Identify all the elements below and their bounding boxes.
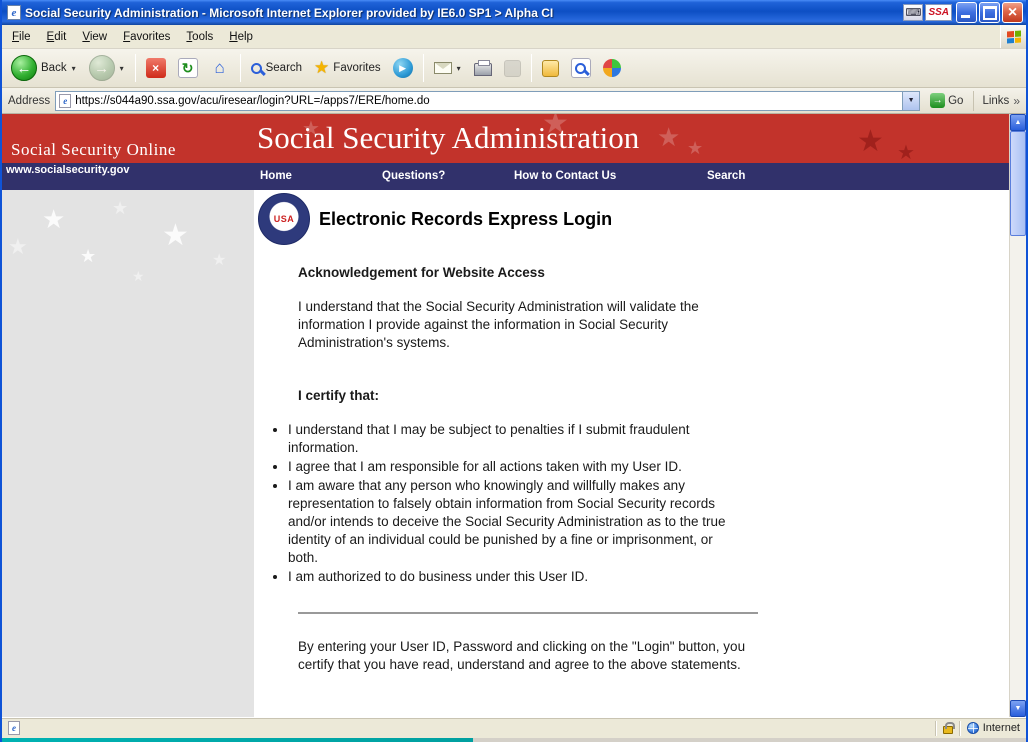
banner-title: Social Security Administration xyxy=(257,120,640,155)
menu-edit[interactable]: Edit xyxy=(46,30,67,43)
refresh-icon xyxy=(178,58,198,78)
nav-search[interactable]: Search xyxy=(707,170,746,182)
certify-list xyxy=(254,421,746,586)
seal-usa-text: USA xyxy=(273,214,295,224)
go-icon xyxy=(930,93,945,108)
language-indicator xyxy=(903,4,952,21)
go-button[interactable] xyxy=(925,92,968,109)
back-button[interactable] xyxy=(6,53,82,83)
page-icon: e xyxy=(59,94,71,108)
decorative-star xyxy=(112,198,128,219)
links-label: Links xyxy=(982,94,1010,107)
search-icon xyxy=(251,63,262,74)
address-label: Address xyxy=(8,94,51,107)
toolbar-separator xyxy=(135,54,136,82)
menu-help[interactable]: Help xyxy=(229,30,253,43)
print-icon xyxy=(474,63,492,76)
security-zone-label: Internet xyxy=(982,722,1020,734)
menu-tools[interactable]: Tools xyxy=(186,30,214,43)
nav-contact-us[interactable]: How to Contact Us xyxy=(514,170,617,182)
scrollbar-thumb[interactable] xyxy=(1010,131,1026,236)
mail-button[interactable] xyxy=(429,60,467,76)
go-label: Go xyxy=(948,94,964,107)
stop-icon xyxy=(146,58,166,78)
decorative-star xyxy=(80,246,96,267)
site-nav-bar xyxy=(2,163,1009,190)
address-url: https://s044a90.ssa.gov/acu/iresear/login?URL=/apps7/ERE/home.do xyxy=(75,94,430,107)
favorites-label: Favorites xyxy=(333,62,381,74)
media-icon xyxy=(393,58,413,78)
certify-item: • I am authorized to do business under this User ID. xyxy=(288,568,746,586)
address-dropdown-button[interactable] xyxy=(902,92,919,110)
decorative-star xyxy=(687,138,703,159)
browser-viewport xyxy=(2,114,1026,717)
maximize-button[interactable] xyxy=(979,2,1000,23)
toolbar-separator xyxy=(531,54,532,82)
decorative-star xyxy=(8,234,28,260)
main-content xyxy=(254,190,1009,717)
acknowledgement-text: I understand that the Social Security Administration will validate the information I provide against the information in Social Security Administration's systems. xyxy=(298,299,699,350)
nav-home[interactable]: Home xyxy=(260,170,292,182)
address-bar xyxy=(2,88,1026,114)
bottom-edge xyxy=(2,738,1026,742)
menu-file[interactable]: File xyxy=(12,30,31,43)
ssa-language-badge[interactable]: SSA xyxy=(925,4,952,21)
status-separator xyxy=(935,721,937,736)
menu-view[interactable]: View xyxy=(82,30,108,43)
scrollbar-track[interactable] xyxy=(1010,131,1026,700)
decorative-star xyxy=(42,204,65,235)
back-dropdown-icon[interactable]: ▾ xyxy=(71,63,76,73)
internet-globe-icon xyxy=(967,722,979,734)
status-separator xyxy=(959,721,961,736)
decorative-star xyxy=(657,122,680,153)
site-brand: Social Security Online xyxy=(11,140,176,159)
home-button[interactable] xyxy=(205,56,235,80)
windows-flag-icon xyxy=(1007,30,1021,43)
toolbar-separator xyxy=(423,54,424,82)
links-chevron-icon xyxy=(1013,94,1020,108)
certify-item: • I am aware that any person who knowingly and willfully makes any representation to falsely obtain information from Social Security records and/or intends to deceive the Social Security Administration as to the true identity of an individual could be punished by a fine or imprisonment, or both. xyxy=(288,477,746,567)
login-instruction-text: By entering your User ID, Password and clicking on the "Login" button, you certify that you have read, understand and agree to the above statements. xyxy=(298,639,746,672)
home-icon xyxy=(210,58,230,78)
certify-item: • I agree that I am responsible for all actions taken with my User ID. xyxy=(288,458,746,476)
research-button[interactable] xyxy=(566,56,596,80)
print-button[interactable] xyxy=(469,58,497,78)
nav-questions[interactable]: Questions? xyxy=(382,170,446,182)
search-label: Search xyxy=(265,62,303,74)
keyboard-indicator-icon[interactable]: ⌨ xyxy=(903,4,923,21)
edit-button[interactable] xyxy=(499,58,526,79)
decorative-star xyxy=(212,250,226,270)
forward-button[interactable] xyxy=(84,53,130,83)
links-button[interactable] xyxy=(973,91,1024,111)
vertical-scrollbar[interactable] xyxy=(1009,114,1026,717)
window-title: Social Security Administration - Microsoft Internet Explorer provided by IE6.0 SP1 > Alpha CI xyxy=(25,5,554,20)
scroll-down-button[interactable] xyxy=(1010,700,1026,717)
messenger-icon xyxy=(603,59,621,77)
back-icon xyxy=(11,55,37,81)
status-bar xyxy=(2,717,1026,738)
title-bar[interactable] xyxy=(2,0,1026,25)
status-page-icon: e xyxy=(8,721,20,735)
edit-icon xyxy=(504,60,521,77)
discuss-icon xyxy=(542,60,559,77)
site-url-label: www.socialsecurity.gov xyxy=(6,164,130,176)
security-panel xyxy=(939,720,957,737)
decorative-star xyxy=(897,140,915,163)
divider xyxy=(298,612,758,614)
media-button[interactable] xyxy=(388,56,418,80)
research-magnifier-icon xyxy=(575,63,586,74)
scroll-up-button[interactable] xyxy=(1010,114,1026,131)
certify-item: • I understand that I may be subject to penalties if I submit fraudulent information. xyxy=(288,421,746,457)
ssa-seal-logo xyxy=(258,193,310,245)
minimize-button[interactable] xyxy=(956,2,977,23)
status-page-area xyxy=(4,720,24,737)
decorative-star xyxy=(132,268,145,285)
toolbar-separator xyxy=(240,54,241,82)
lock-icon xyxy=(943,726,953,734)
decorative-star xyxy=(857,124,884,159)
menu-bar xyxy=(2,25,1026,49)
mail-dropdown-icon[interactable]: ▾ xyxy=(456,63,461,73)
certify-heading: I certify that: xyxy=(298,388,380,403)
security-zone-panel xyxy=(963,720,1024,737)
mail-icon xyxy=(434,62,452,74)
research-icon xyxy=(571,58,591,78)
back-label: Back xyxy=(41,62,67,74)
ssa-red-banner xyxy=(2,114,1009,163)
close-button[interactable] xyxy=(1002,2,1023,23)
forward-icon xyxy=(89,55,115,81)
windows-logo xyxy=(1000,25,1026,48)
web-page xyxy=(2,114,1009,717)
decorative-star xyxy=(162,218,189,253)
refresh-button[interactable] xyxy=(173,56,203,80)
ie-window-icon: e xyxy=(7,5,21,20)
standard-toolbar xyxy=(2,49,1026,88)
discuss-button[interactable] xyxy=(537,58,564,79)
stop-button[interactable] xyxy=(141,56,171,80)
taskbar-edge xyxy=(2,738,473,742)
page-title: Electronic Records Express Login xyxy=(319,208,613,229)
search-button[interactable] xyxy=(246,60,307,76)
favorites-button[interactable] xyxy=(309,56,386,80)
left-sidebar xyxy=(2,190,254,717)
forward-dropdown-icon[interactable]: ▾ xyxy=(119,63,124,73)
messenger-button[interactable] xyxy=(598,57,626,79)
menu-favorites[interactable]: Favorites xyxy=(123,30,171,43)
favorites-star-icon xyxy=(314,58,329,78)
address-input[interactable] xyxy=(55,91,920,111)
acknowledgement-heading: Acknowledgement for Website Access xyxy=(298,265,545,280)
